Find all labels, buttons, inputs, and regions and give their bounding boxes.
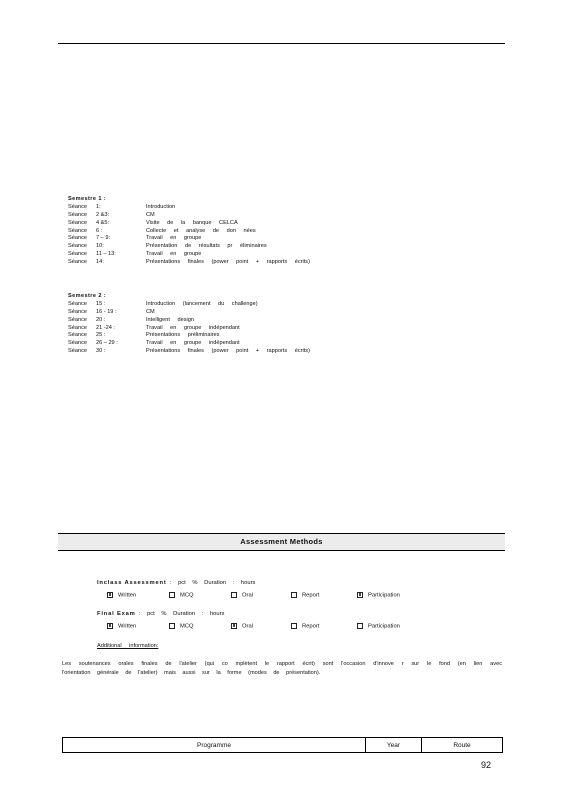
checkbox-icon[interactable]	[357, 623, 363, 629]
session-description: Visite de la banque CELCA	[146, 219, 238, 226]
option-label: Report	[302, 623, 320, 630]
option-label: Written	[118, 592, 137, 599]
session-label: Séance	[68, 332, 87, 339]
session-row	[68, 203, 176, 212]
session-label: Séance	[68, 251, 87, 258]
session-label: Séance	[68, 316, 87, 323]
session-description: Présentations préliminaires	[146, 332, 220, 339]
semester-2-heading: Semestre 2 :	[68, 293, 107, 299]
session-description: CM	[146, 308, 155, 315]
session-number: 30 :	[96, 348, 106, 355]
session-row	[68, 316, 194, 325]
session-number: 10:	[96, 243, 104, 250]
option-label: Participation	[368, 623, 400, 630]
session-description: Présentation de résultats pr éliminaires	[146, 243, 267, 250]
session-row	[68, 308, 155, 317]
session-row	[68, 259, 310, 267]
assessment-option[interactable]	[169, 592, 194, 599]
assessment-option[interactable]	[231, 592, 253, 599]
checkbox-icon[interactable]	[107, 592, 113, 598]
session-row	[68, 211, 155, 220]
session-label: Séance	[68, 259, 87, 266]
session-number: 16 - 19 :	[96, 308, 117, 315]
semester-2-schedule	[68, 293, 310, 356]
additional-information-label: Additional information:	[97, 643, 159, 649]
session-number: 4 &5:	[96, 219, 110, 226]
option-label: MCQ	[180, 623, 194, 630]
session-label: Séance	[68, 348, 87, 355]
session-number: 26 – 29 :	[96, 340, 118, 347]
session-label: Séance	[68, 243, 87, 250]
session-description: Introduction	[146, 203, 176, 210]
session-description: Travail en groupe indépendant	[146, 324, 240, 331]
option-label: MCQ	[180, 592, 194, 599]
assessment-option[interactable]	[169, 623, 194, 630]
session-row	[68, 251, 202, 259]
page-number: 92	[481, 760, 492, 770]
session-number: 11 – 13:	[96, 251, 116, 258]
checkbox-icon[interactable]	[169, 592, 175, 598]
session-number: 6 :	[96, 227, 103, 234]
semester-2-rows	[68, 300, 310, 356]
session-number: 7 – 9:	[96, 235, 110, 242]
header-rule	[58, 43, 505, 44]
footer-year: Year	[366, 738, 422, 753]
session-label: Séance	[68, 308, 87, 315]
semester-1-heading: Semestre 1 :	[68, 196, 107, 202]
session-number: 25 :	[96, 332, 106, 339]
session-row	[68, 348, 310, 356]
option-label: Report	[302, 592, 320, 599]
session-label: Séance	[68, 235, 87, 242]
assessment-option[interactable]	[107, 623, 136, 630]
session-label: Séance	[68, 203, 87, 210]
session-description: Intelligent design	[146, 316, 194, 323]
checkbox-icon[interactable]	[169, 623, 175, 629]
session-row	[68, 332, 220, 340]
session-label: Séance	[68, 340, 87, 347]
session-label: Séance	[68, 219, 87, 226]
option-label: Oral	[242, 623, 253, 630]
session-description: CM	[146, 211, 155, 218]
checkbox-icon[interactable]	[291, 592, 297, 598]
session-number: 1:	[96, 203, 101, 210]
session-description: Travail en groupe indépendant	[146, 340, 240, 347]
session-description: Travail en groupe	[146, 235, 202, 242]
session-row	[68, 235, 202, 243]
session-description: Présentations finales (power point + rapports écrits)	[146, 348, 310, 355]
session-label: Séance	[68, 227, 87, 234]
session-description: Collecte et analyse de don nées	[146, 227, 256, 234]
session-row	[68, 227, 256, 236]
footer-table	[62, 737, 503, 753]
session-row	[68, 340, 240, 348]
assessment-option[interactable]	[357, 623, 400, 630]
session-row	[68, 324, 240, 333]
additional-information-text: Les soutenances orales finales de l'atelier (qui co mplètent le rapport écrit) sont l'occasion d'innove r sur le fond (en lien avec l'orientation générale de l'atelier) mais aussi sur la forme (modes de présentation).	[62, 661, 502, 676]
session-description: Présentations finales (power point + rapports écrits)	[146, 259, 310, 266]
session-row	[68, 300, 258, 309]
checkbox-icon[interactable]	[107, 623, 113, 629]
assessment-option[interactable]	[291, 592, 319, 599]
session-number: 20 :	[96, 316, 106, 323]
session-description: Travail en groupe	[146, 251, 202, 258]
assessment-option[interactable]	[107, 592, 136, 599]
assessment-option[interactable]	[231, 623, 253, 630]
semester-1-schedule	[68, 196, 310, 267]
assessment-option[interactable]	[291, 623, 319, 630]
option-label: Participation	[368, 592, 400, 599]
session-row	[68, 219, 238, 228]
session-number: 2 &3:	[96, 211, 110, 218]
footer-route: Route	[422, 738, 503, 753]
session-number: 15 :	[96, 300, 106, 307]
session-label: Séance	[68, 211, 87, 218]
session-row	[68, 243, 267, 251]
checkbox-icon[interactable]	[231, 592, 237, 598]
session-number: 14:	[96, 259, 104, 266]
session-description: Introduction (lancement du challenge)	[146, 300, 258, 307]
session-number: 21 -24 :	[96, 324, 115, 331]
checkbox-icon[interactable]	[357, 592, 363, 598]
option-label: Written	[118, 623, 137, 630]
inclass-assessment-title: Inclass Assessment : pct % Duration : hours	[97, 580, 256, 586]
assessment-methods-header: Assessment Methods	[58, 533, 505, 551]
assessment-option[interactable]	[357, 592, 400, 599]
checkbox-icon[interactable]	[291, 623, 297, 629]
session-label: Séance	[68, 324, 87, 331]
checkbox-icon[interactable]	[231, 623, 237, 629]
option-label: Oral	[242, 592, 253, 599]
semester-1-rows	[68, 203, 310, 267]
footer-programme: Programme	[63, 738, 366, 753]
final-exam-title: Final Exam : pct % Duration : hours	[97, 611, 225, 617]
session-label: Séance	[68, 300, 87, 307]
